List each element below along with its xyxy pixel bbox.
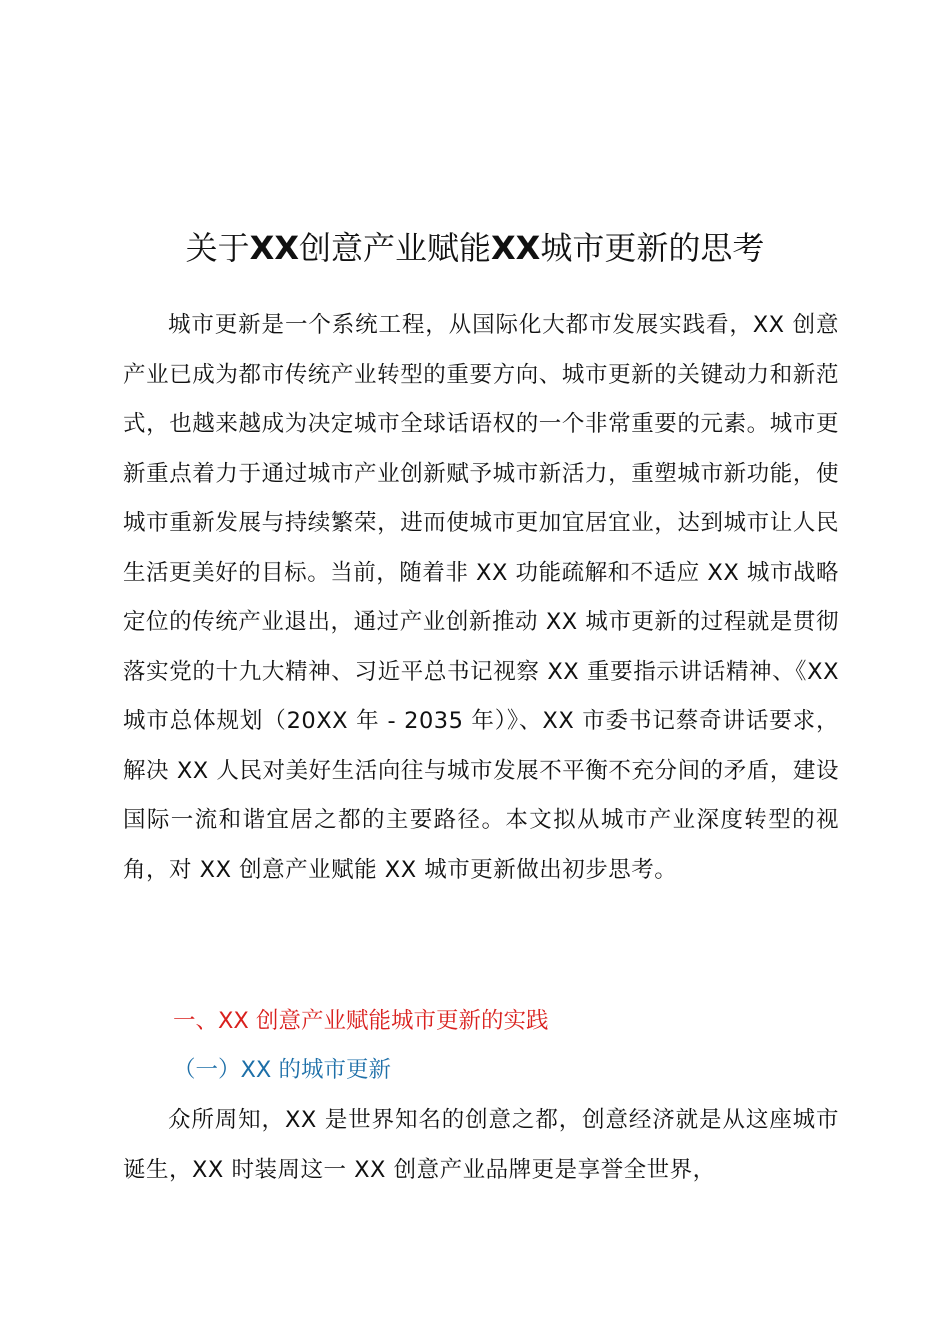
title-part-1: 关于: [185, 229, 250, 267]
title-part-2: XX: [249, 229, 299, 267]
intro-paragraph: 城市更新是一个系统工程，从国际化大都市发展实践看，XX 创意产业已成为都市传统产业转型的重要方向、城市更新的关键动力和新范式，也越来越成为决定城市全球话语权的一个非常重要的元素。城市更新重点着力于通过城市产业创新赋予城市新活力，重塑城市新功能，使城市重新发展与持续繁荣，进而使城市更加宜居宜业，达到城市让人民生活更美好的目标。当前，随着非 XX 功能疏解和不适应 XX 城市战略定位的传统产业退出，通过产业创新推动 XX 城市更新的过程就是贯彻落实党的十九大精神、习近平总书记视察 XX 重要指示讲话精神、《XX 城市总体规划（20XX 年 - 2035 年）》、XX 市委书记蔡奇讲话要求，解决 XX 人民对美好生活向往与城市发展不平衡不充分间的矛盾，建设国际一流和谐宜居之都的主要路径。本文拟从城市产业深度转型的视角，对 XX 创意产业赋能 XX 城市更新做出初步思考。: [123, 312, 839, 883]
section-heading: 一、XX 创意产业赋能城市更新的实践: [173, 1008, 549, 1034]
section1-paragraph: 众所周知，XX 是世界知名的创意之都，创意经济就是从这座城市诞生，XX 时装周这一 XX 创意产业品牌更是享誉全世界，: [123, 1107, 839, 1183]
title-part-5: 城市更新的思考: [540, 229, 765, 267]
title-part-4: XX: [491, 229, 541, 267]
subsection-heading: （一）XX 的城市更新: [173, 1057, 391, 1083]
title-part-3: 创意产业赋能: [298, 229, 491, 267]
document-title: [0, 222, 950, 274]
